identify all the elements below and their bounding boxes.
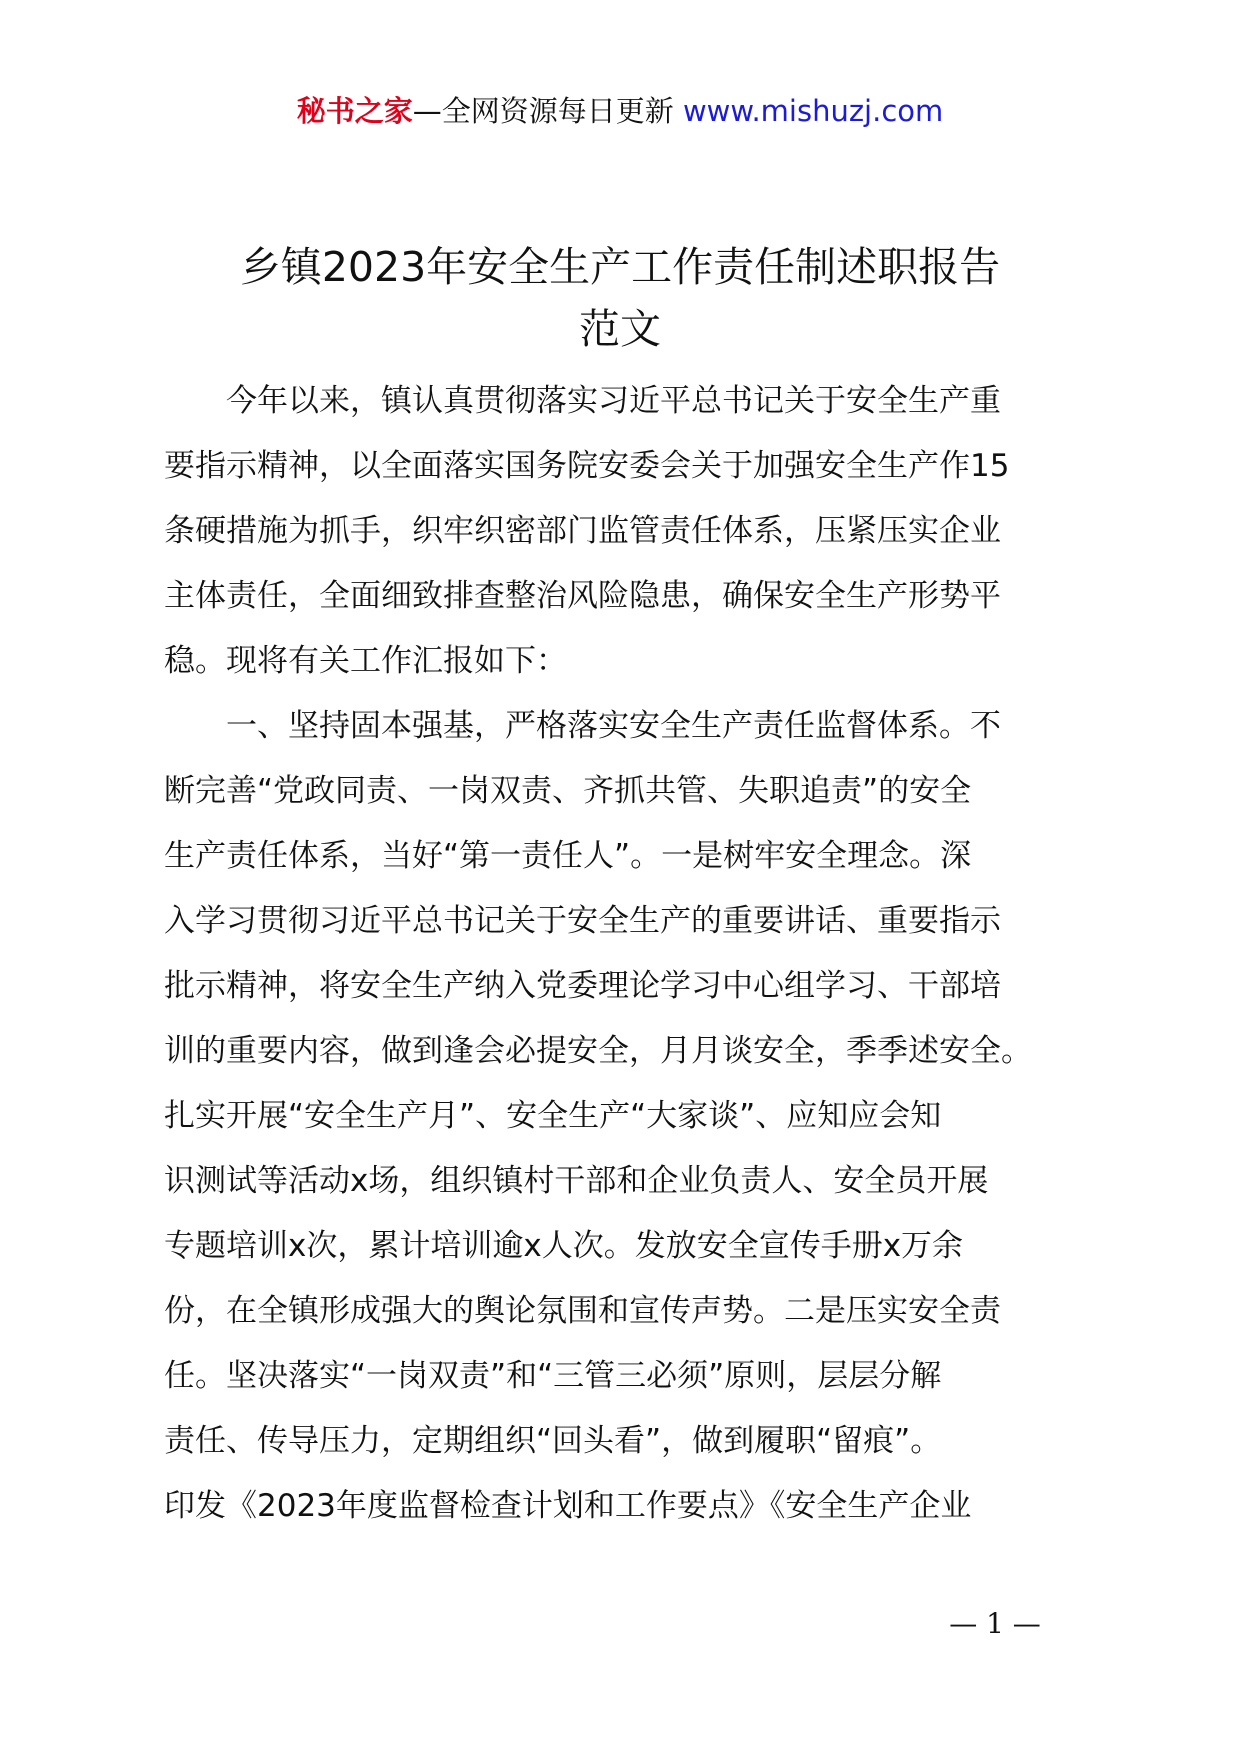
- body-line: 印发《2023年度监督检查计划和工作要点》《安全生产企业: [164, 1488, 972, 1524]
- body-line: 主体责任，全面细致排查整治风险隐患，确保安全生产形势平: [164, 578, 1001, 614]
- document-body: [164, 369, 1084, 1539]
- body-line: 今年以来，镇认真贯彻落实习近平总书记关于安全生产重: [164, 383, 1001, 419]
- site-slogan: —全网资源每日更新: [412, 94, 674, 128]
- body-line: 要指示精神，以全面落实国务院安委会关于加强安全生产作15: [164, 448, 1010, 484]
- body-line: 责任、传导压力，定期组织“回头看”，做到履职“留痕”。: [164, 1423, 942, 1459]
- document-title: [140, 236, 1100, 360]
- body-line: 份，在全镇形成强大的舆论氛围和宣传声势。二是压实安全责: [164, 1293, 1001, 1329]
- body-line: 稳。现将有关工作汇报如下：: [164, 643, 567, 679]
- body-line: 训的重要内容，做到逢会必提安全，月月谈安全，季季述安全。: [164, 1033, 1032, 1069]
- body-line: 任。坚决落实“一岗双责”和“三管三必须”原则，层层分解: [164, 1358, 942, 1394]
- body-line: 入学习贯彻习近平总书记关于安全生产的重要讲话、重要指示: [164, 903, 1001, 939]
- body-line: 批示精神，将安全生产纳入党委理论学习中心组学习、干部培: [164, 968, 1001, 1004]
- document-title-line-1: 乡镇2023年安全生产工作责任制述职报告: [239, 243, 1001, 291]
- body-line: 识测试等活动x场，组织镇村干部和企业负责人、安全员开展: [164, 1163, 989, 1199]
- site-brand: 秘书之家: [296, 94, 413, 128]
- body-line: 一、坚持固本强基，严格落实安全生产责任监督体系。不: [164, 708, 1001, 744]
- body-line: 专题培训x次，累计培训逾x人次。发放安全宣传手册x万余: [164, 1228, 964, 1264]
- body-line: 条硬措施为抓手，织牢织密部门监管责任体系，压紧压实企业: [164, 513, 1001, 549]
- body-line: 生产责任体系，当好“第一责任人”。一是树牢安全理念。深: [164, 838, 972, 874]
- site-url-link[interactable]: www.mishuzj.com: [682, 94, 944, 128]
- body-line: 断完善“党政同责、一岗双责、齐抓共管、失职追责”的安全: [164, 773, 972, 809]
- document-title-line-2: 范文: [579, 305, 661, 353]
- body-line: 扎实开展“安全生产月”、安全生产“大家谈”、应知应会知: [164, 1098, 942, 1134]
- site-header: [0, 93, 1240, 129]
- page-number: — 1 —: [949, 1607, 1041, 1640]
